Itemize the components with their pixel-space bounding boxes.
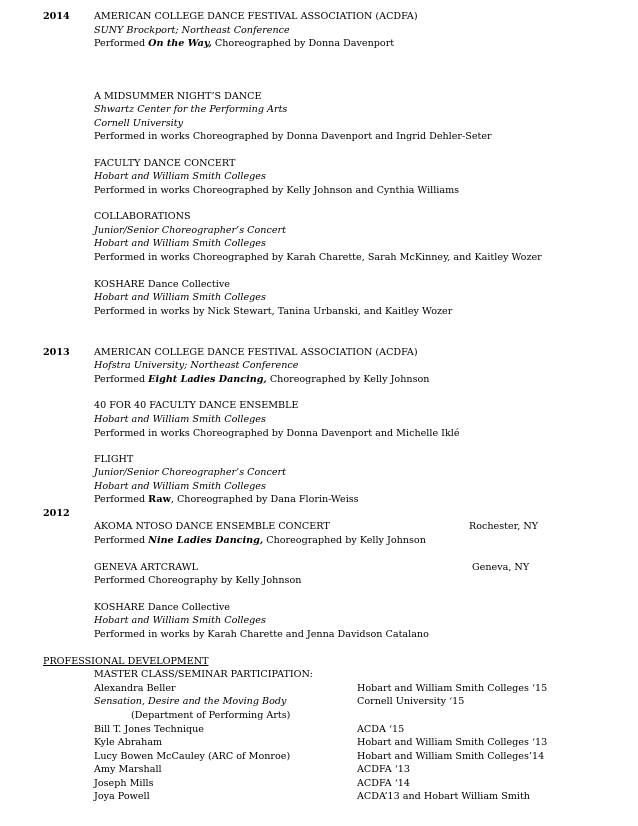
event-title: COLLABORATIONS — [94, 211, 191, 222]
class-name: Sensation, Desire and the Moving Body — [94, 696, 287, 707]
event-performance: Performed in works Choreographed by Karah Charette, Sarah McKinney, and Kaitley Wozer — [94, 252, 542, 263]
event-venue: Cornell University — [94, 118, 184, 129]
class-location: Hobart and William Smith Colleges’14 — [357, 751, 545, 762]
event-performance: Performed Nine Ladies Dancing, Choreographed by Kelly Johnson — [94, 535, 426, 546]
event-venue: Junior/Senior Choreographer’s Concert — [94, 467, 286, 478]
event-performance: Performed Choreography by Kelly Johnson — [94, 575, 302, 586]
class-name: Joseph Mills — [94, 778, 154, 789]
event-venue: SUNY Brockport; Northeast Conference — [94, 25, 290, 36]
event-location: Geneva, NY — [472, 562, 530, 573]
class-name: Kyle Abraham — [94, 737, 163, 748]
event-title: AMERICAN COLLEGE DANCE FESTIVAL ASSOCIATION (ACDFA) — [94, 11, 418, 22]
year-heading: 2012 — [43, 508, 70, 519]
event-performance: Performed in works Choreographed by Donna Davenport and Ingrid Dehler-Seter — [94, 131, 492, 142]
event-performance: Performed Eight Ladies Dancing, Choreographed by Kelly Johnson — [94, 374, 430, 385]
work-title: On the Way, — [148, 38, 212, 49]
event-venue: Hobart and William Smith Colleges — [94, 292, 266, 303]
year-heading: 2013 — [43, 347, 70, 358]
event-title: A MIDSUMMER NIGHT’S DANCE — [94, 91, 262, 102]
event-performance: Performed On the Way, Choreographed by Donna Davenport — [94, 38, 395, 49]
work-title: Nine Ladies Dancing, — [148, 535, 264, 546]
event-venue: Hobart and William Smith Colleges — [94, 414, 266, 425]
class-name: Joya Powell — [94, 791, 150, 802]
class-name: Bill T. Jones Technique — [94, 724, 204, 735]
event-title: KOSHARE Dance Collective — [94, 279, 230, 290]
event-performance: Performed in works Choreographed by Kelly Johnson and Cynthia Williams — [94, 185, 460, 196]
class-location: Hobart and William Smith Colleges ‘15 — [357, 683, 548, 694]
event-venue: Shwartz Center for the Performing Arts — [94, 104, 288, 115]
event-title: KOSHARE Dance Collective — [94, 602, 230, 613]
class-name: (Department of Performing Arts) — [131, 710, 291, 721]
event-location: Rochester, NY — [469, 521, 539, 532]
event-venue: Hobart and William Smith Colleges — [94, 481, 266, 492]
event-title: FLIGHT — [94, 454, 134, 465]
event-venue: Hobart and William Smith Colleges — [94, 615, 266, 626]
event-title: AKOMA NTOSO DANCE ENSEMBLE CONCERT — [94, 521, 330, 532]
event-performance: Performed in works by Nick Stewart, Tanina Urbanski, and Kaitley Wozer — [94, 306, 453, 317]
class-location: ACDA’13 and Hobart William Smith — [357, 791, 530, 802]
class-location: ACDFA ‘14 — [357, 778, 411, 789]
subsection-heading: MASTER CLASS/SEMINAR PARTICIPATION: — [94, 669, 313, 680]
event-venue: Hobart and William Smith Colleges — [94, 171, 266, 182]
event-title: AMERICAN COLLEGE DANCE FESTIVAL ASSOCIATION (ACDFA) — [94, 347, 418, 358]
event-performance: Performed Raw, Choreographed by Dana Florin-Weiss — [94, 494, 359, 505]
event-venue: Junior/Senior Choreographer’s Concert — [94, 225, 286, 236]
event-venue: Hobart and William Smith Colleges — [94, 238, 266, 249]
event-performance: Performed in works by Karah Charette and Jenna Davidson Catalano — [94, 629, 429, 640]
class-location: ACDFA ‘13 — [357, 764, 411, 775]
class-location: Cornell University ‘15 — [357, 696, 465, 707]
class-location: ACDA ‘15 — [357, 724, 405, 735]
event-venue: Hofstra University; Northeast Conference — [94, 360, 299, 371]
section-heading: PROFESSIONAL DEVELOPMENT — [43, 656, 209, 667]
work-title: Raw — [148, 494, 171, 505]
class-name: Lucy Bowen McCauley (ARC of Monroe) — [94, 751, 291, 762]
class-name: Alexandra Beller — [94, 683, 176, 694]
class-location: Hobart and William Smith Colleges ‘13 — [357, 737, 548, 748]
class-name: Amy Marshall — [94, 764, 162, 775]
year-heading: 2014 — [43, 11, 70, 22]
event-performance: Performed in works Choreographed by Donna Davenport and Michelle Iklé — [94, 428, 460, 439]
event-title: GENEVA ARTCRAWL — [94, 562, 199, 573]
event-title: 40 FOR 40 FACULTY DANCE ENSEMBLE — [94, 400, 299, 411]
event-title: FACULTY DANCE CONCERT — [94, 158, 236, 169]
work-title: Eight Ladies Dancing, — [148, 374, 267, 385]
